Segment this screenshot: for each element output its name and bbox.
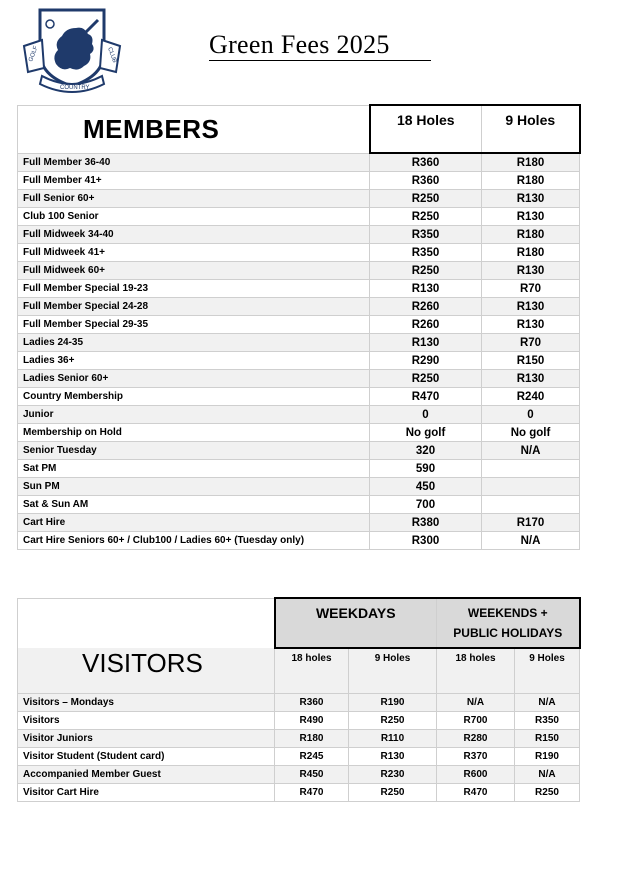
fee-18-holes: No golf <box>370 424 482 442</box>
member-type-label: Full Member 36-40 <box>18 153 370 172</box>
member-type-label: Full Midweek 34-40 <box>18 226 370 244</box>
table-row <box>18 496 580 514</box>
member-type-label: Country Membership <box>18 388 370 406</box>
fee-18-holes: 590 <box>370 460 482 478</box>
visitors-fee-table <box>17 597 581 802</box>
weekdays-9-holes: 9 Holes <box>349 648 437 694</box>
weekday-fee-18: R450 <box>275 766 349 784</box>
weekend-fee-18: R370 <box>437 748 515 766</box>
weekend-fee-18: N/A <box>437 694 515 712</box>
visitor-type-label: Visitors – Mondays <box>18 694 275 712</box>
fee-9-holes: R130 <box>482 316 580 334</box>
member-type-label: Junior <box>18 406 370 424</box>
visitor-type-label: Visitor Juniors <box>18 730 275 748</box>
fee-9-holes: R180 <box>482 244 580 262</box>
fee-18-holes: R360 <box>370 153 482 172</box>
table-row <box>18 153 580 172</box>
weekdays-18-holes: 18 holes <box>275 648 349 694</box>
fee-18-holes: R470 <box>370 388 482 406</box>
table-row <box>18 406 580 424</box>
table-row <box>18 226 580 244</box>
fee-9-holes: R180 <box>482 172 580 190</box>
fee-9-holes: R70 <box>482 280 580 298</box>
weekday-fee-18: R360 <box>275 694 349 712</box>
fee-9-holes: R180 <box>482 226 580 244</box>
table-row <box>18 766 580 784</box>
table-row <box>18 478 580 496</box>
weekend-fee-9: R190 <box>515 748 580 766</box>
table-row <box>18 730 580 748</box>
weekday-fee-9: R190 <box>349 694 437 712</box>
table-row <box>18 784 580 802</box>
fee-9-holes: No golf <box>482 424 580 442</box>
member-type-label: Ladies 24-35 <box>18 334 370 352</box>
weekend-fee-9: N/A <box>515 766 580 784</box>
fee-18-holes: R300 <box>370 532 482 550</box>
weekday-fee-9: R130 <box>349 748 437 766</box>
visitors-col-weekdays: WEEKDAYS <box>275 598 437 648</box>
fee-9-holes: N/A <box>482 532 580 550</box>
weekend-fee-9: N/A <box>515 694 580 712</box>
fee-18-holes: R260 <box>370 316 482 334</box>
lion-crest-icon <box>22 6 122 98</box>
member-type-label: Cart Hire Seniors 60+ / Club100 / Ladies 60+ (Tuesday only) <box>18 532 370 550</box>
table-row <box>18 190 580 208</box>
table-row <box>18 172 580 190</box>
visitor-type-label: Visitors <box>18 712 275 730</box>
table-row <box>18 370 580 388</box>
weekday-fee-18: R470 <box>275 784 349 802</box>
weekends-9-holes: 9 Holes <box>515 648 580 694</box>
member-type-label: Full Senior 60+ <box>18 190 370 208</box>
table-row <box>18 334 580 352</box>
fee-18-holes: R350 <box>370 226 482 244</box>
fee-9-holes: R180 <box>482 153 580 172</box>
weekend-fee-9: R350 <box>515 712 580 730</box>
weekend-fee-18: R470 <box>437 784 515 802</box>
member-type-label: Sun PM <box>18 478 370 496</box>
fee-9-holes: R70 <box>482 334 580 352</box>
fee-9-holes <box>482 496 580 514</box>
table-row <box>18 442 580 460</box>
fee-9-holes: R170 <box>482 514 580 532</box>
fee-18-holes: 450 <box>370 478 482 496</box>
fee-18-holes: R290 <box>370 352 482 370</box>
fee-18-holes: R250 <box>370 262 482 280</box>
members-header-row <box>18 105 580 153</box>
table-row <box>18 424 580 442</box>
member-type-label: Club 100 Senior <box>18 208 370 226</box>
member-type-label: Full Member Special 24-28 <box>18 298 370 316</box>
fee-18-holes: R250 <box>370 208 482 226</box>
fee-9-holes: R130 <box>482 370 580 388</box>
members-fee-table <box>17 104 581 550</box>
visitor-type-label: Accompanied Member Guest <box>18 766 275 784</box>
logo-text-left: GOLF <box>28 45 40 63</box>
fee-18-holes: R130 <box>370 280 482 298</box>
fee-18-holes: R260 <box>370 298 482 316</box>
table-row <box>18 532 580 550</box>
member-type-label: Sat PM <box>18 460 370 478</box>
logo-text-bottom: COUNTRY <box>60 85 90 91</box>
table-row <box>18 514 580 532</box>
weekends-line-2: PUBLIC HOLIDAYS <box>453 626 563 640</box>
weekday-fee-18: R180 <box>275 730 349 748</box>
fee-18-holes: R130 <box>370 334 482 352</box>
weekday-fee-9: R230 <box>349 766 437 784</box>
weekend-fee-18: R700 <box>437 712 515 730</box>
fee-9-holes: R130 <box>482 262 580 280</box>
member-type-label: Full Midweek 41+ <box>18 244 370 262</box>
visitor-type-label: Visitor Cart Hire <box>18 784 275 802</box>
table-row <box>18 244 580 262</box>
visitors-header-row <box>18 598 580 648</box>
member-type-label: Ladies Senior 60+ <box>18 370 370 388</box>
member-type-label: Full Member Special 19-23 <box>18 280 370 298</box>
fee-9-holes <box>482 460 580 478</box>
table-row <box>18 316 580 334</box>
fee-9-holes: R130 <box>482 190 580 208</box>
member-type-label: Sat & Sun AM <box>18 496 370 514</box>
members-col-9-holes: 9 Holes <box>482 105 580 153</box>
fee-18-holes: R380 <box>370 514 482 532</box>
table-row <box>18 748 580 766</box>
fee-18-holes: 0 <box>370 406 482 424</box>
table-row <box>18 712 580 730</box>
weekends-18-holes: 18 holes <box>437 648 515 694</box>
table-row <box>18 262 580 280</box>
fee-18-holes: R250 <box>370 190 482 208</box>
table-row <box>18 388 580 406</box>
weekend-fee-18: R600 <box>437 766 515 784</box>
table-row <box>18 460 580 478</box>
member-type-label: Senior Tuesday <box>18 442 370 460</box>
member-type-label: Full Midweek 60+ <box>18 262 370 280</box>
fee-18-holes: R350 <box>370 244 482 262</box>
fee-9-holes: 0 <box>482 406 580 424</box>
fee-18-holes: 700 <box>370 496 482 514</box>
table-row <box>18 694 580 712</box>
weekday-fee-9: R110 <box>349 730 437 748</box>
fee-9-holes: N/A <box>482 442 580 460</box>
member-type-label: Membership on Hold <box>18 424 370 442</box>
table-row <box>18 352 580 370</box>
table-row <box>18 208 580 226</box>
weekends-line-1: WEEKENDS + <box>467 606 548 620</box>
fee-18-holes: R360 <box>370 172 482 190</box>
members-col-18-holes: 18 Holes <box>370 105 482 153</box>
member-type-label: Full Member Special 29-35 <box>18 316 370 334</box>
club-logo <box>22 6 122 98</box>
member-type-label: Ladies 36+ <box>18 352 370 370</box>
fee-9-holes: R130 <box>482 298 580 316</box>
fee-9-holes: R240 <box>482 388 580 406</box>
members-heading: MEMBERS <box>18 105 370 153</box>
page-title: Green Fees 2025 <box>209 30 431 61</box>
fee-18-holes: 320 <box>370 442 482 460</box>
fee-9-holes <box>482 478 580 496</box>
member-type-label: Full Member 41+ <box>18 172 370 190</box>
weekday-fee-18: R490 <box>275 712 349 730</box>
weekend-fee-18: R280 <box>437 730 515 748</box>
weekday-fee-18: R245 <box>275 748 349 766</box>
visitors-subheader-row <box>18 648 580 694</box>
visitors-header-empty <box>18 598 275 648</box>
table-row <box>18 280 580 298</box>
table-row <box>18 298 580 316</box>
weekday-fee-9: R250 <box>349 784 437 802</box>
weekend-fee-9: R250 <box>515 784 580 802</box>
member-type-label: Cart Hire <box>18 514 370 532</box>
visitors-col-weekends <box>437 598 580 648</box>
logo-text-right: CLUB <box>106 46 118 64</box>
fee-9-holes: R130 <box>482 208 580 226</box>
weekend-fee-9: R150 <box>515 730 580 748</box>
fee-18-holes: R250 <box>370 370 482 388</box>
visitors-heading: VISITORS <box>18 648 275 694</box>
weekday-fee-9: R250 <box>349 712 437 730</box>
visitor-type-label: Visitor Student (Student card) <box>18 748 275 766</box>
fee-9-holes: R150 <box>482 352 580 370</box>
